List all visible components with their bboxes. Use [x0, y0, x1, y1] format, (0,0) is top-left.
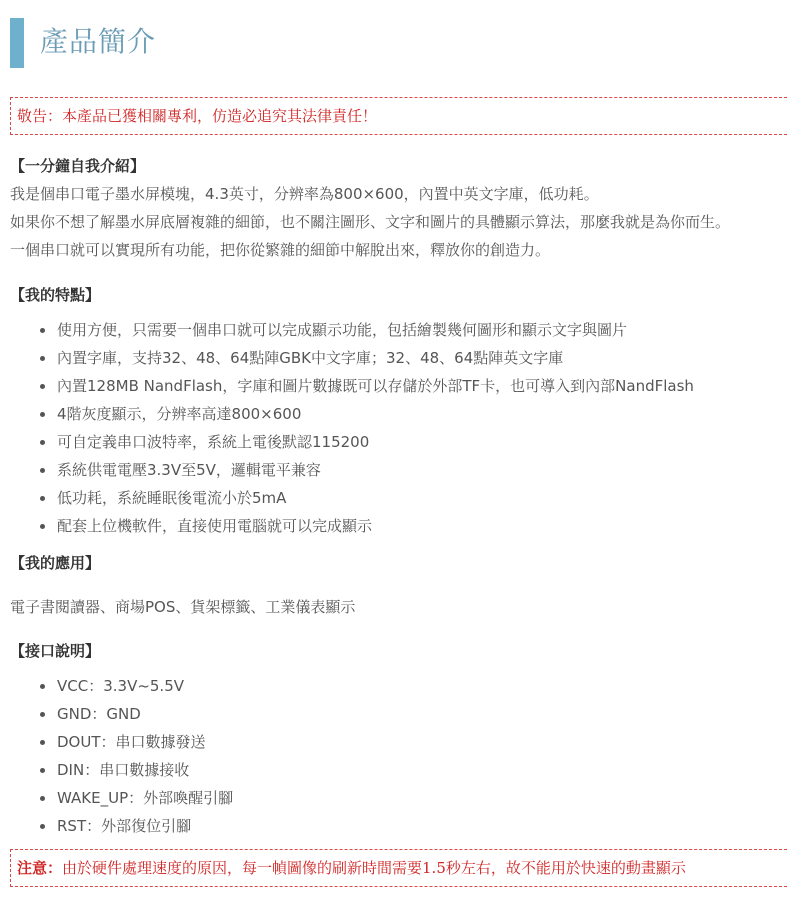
patent-warning: 敬告：本產品已獲相關專利，仿造必追究其法律責任！ [10, 97, 787, 135]
bullet-icon [40, 684, 45, 689]
notice-label: 注意： [17, 859, 63, 877]
intro-heading: 【一分鐘自我介紹】 [10, 157, 146, 175]
bullet-icon [40, 412, 45, 417]
bullet-icon [40, 440, 45, 445]
bullet-icon [40, 768, 45, 773]
bullet-icon [40, 468, 45, 473]
intro-line-2: 如果你不想了解墨水屏底層複雜的細節，也不關注圖形、文字和圖片的具體顯示算法，那麼我就是為你而生。 [10, 213, 731, 231]
applications-heading: 【我的應用】 [10, 554, 101, 572]
title-accent-bar [10, 18, 24, 68]
interface-heading: 【接口說明】 [10, 642, 101, 660]
refresh-notice [10, 849, 787, 887]
features-heading: 【我的特點】 [10, 286, 101, 304]
page-title-block [10, 18, 770, 68]
applications-text: 電子書閱讀器、商場POS、貨架標籤、工業儀表顯示 [10, 598, 356, 616]
bullet-icon [40, 496, 45, 501]
notice-text: 由於硬件處理速度的原因，每一幀圖像的刷新時間需要1.5秒左右，故不能用於快速的動畫顯示 [62, 859, 686, 877]
bullet-icon [40, 524, 45, 529]
bullet-icon [40, 356, 45, 361]
bullet-icon [40, 796, 45, 801]
bullet-icon [40, 824, 45, 829]
intro-line-3: 一個串口就可以實現所有功能，把你從繁雜的細節中解脫出來，釋放你的創造力。 [10, 241, 551, 259]
bullet-icon [40, 712, 45, 717]
bullet-icon [40, 384, 45, 389]
intro-line-1: 我是個串口電子墨水屏模塊，4.3英寸，分辨率為800×600，內置中英文字庫，低功耗。 [10, 185, 599, 203]
bullet-icon [40, 740, 45, 745]
page-title: 產品簡介 [40, 25, 157, 58]
bullet-icon [40, 328, 45, 333]
